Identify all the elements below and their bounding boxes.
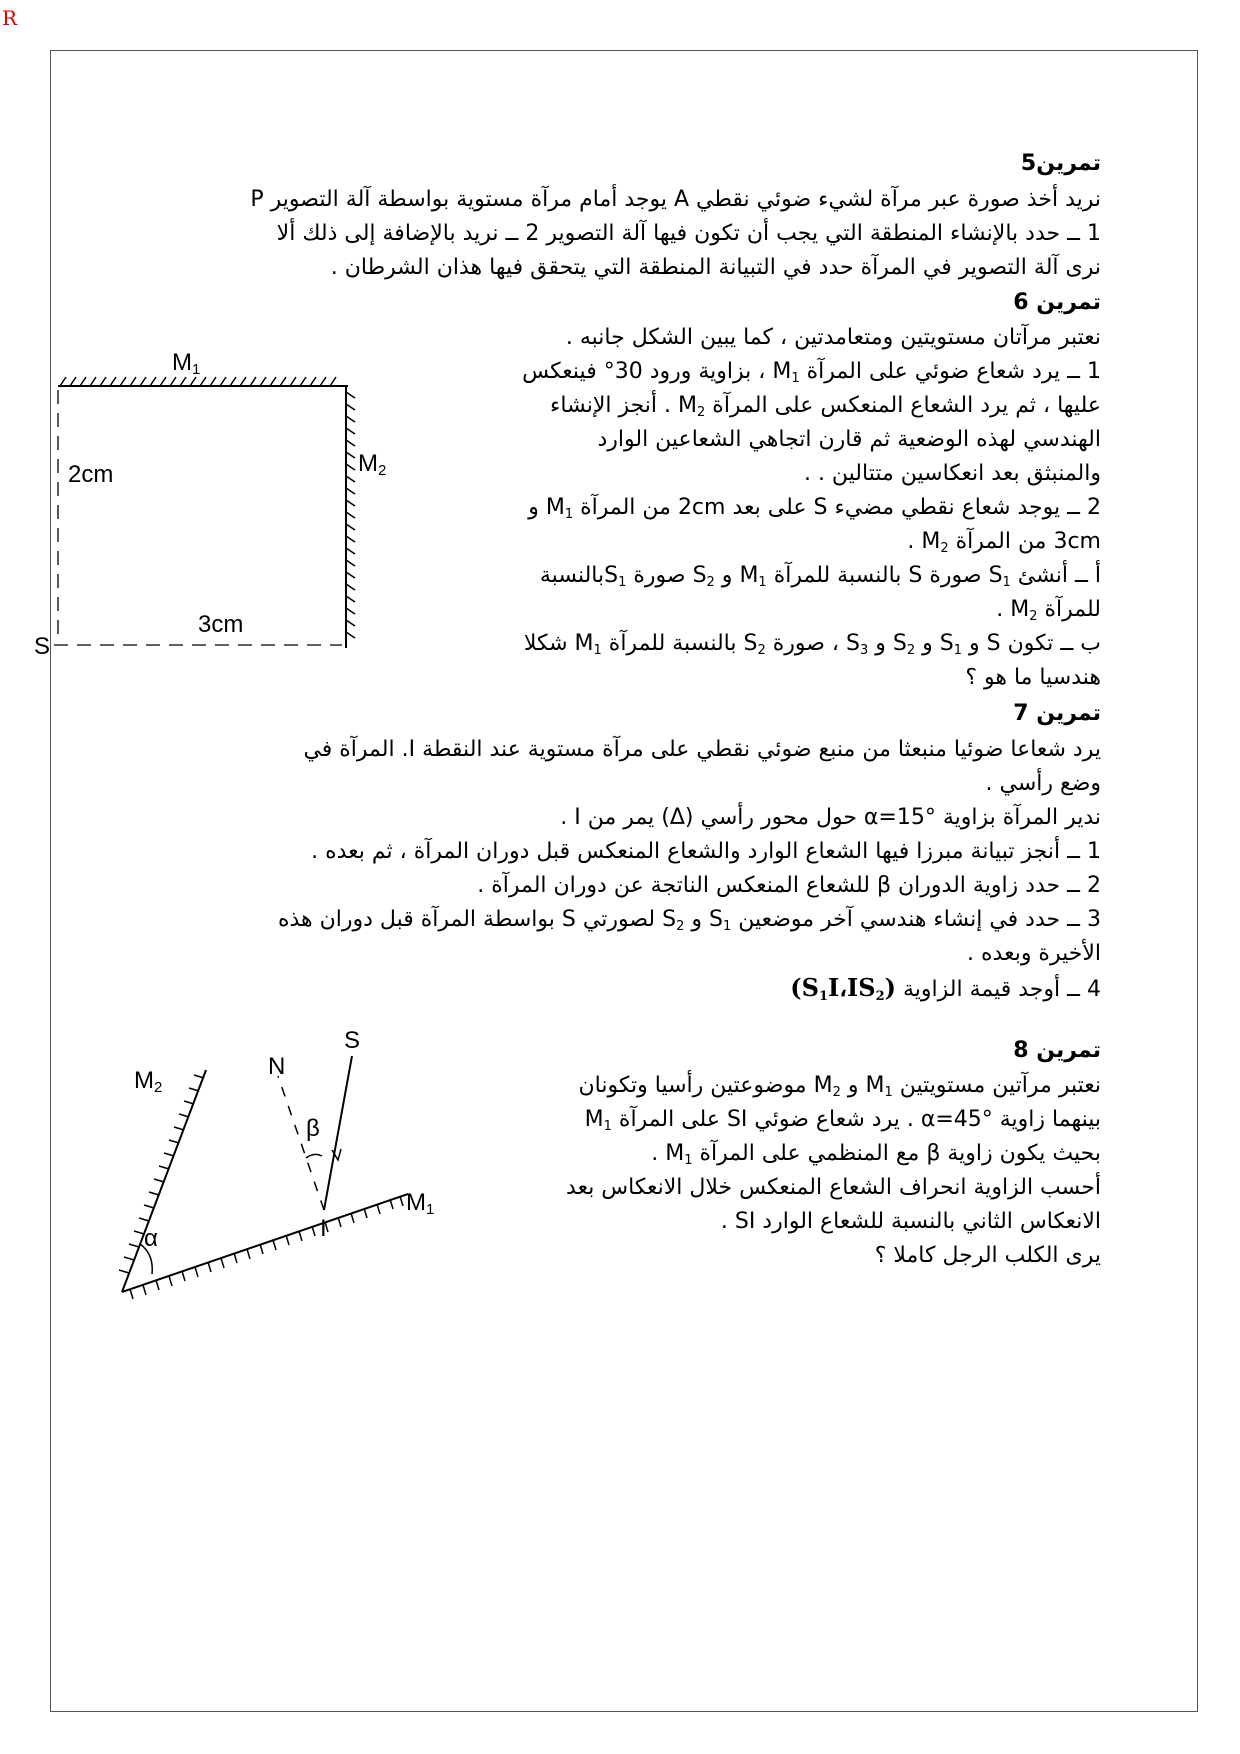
label-m1: M1 [172,349,201,378]
exercise-7-line-1: يرد شعاعا ضوئيا منبعثا من منبع ضوئي نقطي على مرآة مستوية عند النقطة I. المرآة في [303,737,1101,762]
angle-beta-arc [306,1154,322,1158]
exercise-6-line-10: ب ــ تكون S و $S_1$ و $S_2$ و $S_3$ ، صورة $S_2$ بالنسبة للمرآة $M_1$ شكلا [523,631,1101,658]
label-2cm: 2cm [68,461,114,488]
mirror-m2-hatching [346,386,355,648]
exercise-8-title: تمرين 8 [1013,1038,1101,1063]
label-beta: β [306,1115,320,1142]
exercise-6-figure [30,340,387,670]
exercise-8-figure [110,1010,460,1310]
exercise-6-line-7: 3cm من المرآة $M_2$ . [907,529,1101,556]
exercise-7-line-5: 2 ــ حدد زاوية الدوران β للشعاع المنعكس الناتجة عن دوران المرآة . [477,873,1101,898]
label-3cm: 3cm [198,611,244,638]
exercise-7-line-3: ندير المرآة بزاوية α=15° حول محور رأسي (Δ) يمر من I . [560,805,1101,830]
exercise-6-line-6: 2 ــ يوجد شعاع نقطي مضيء S على بعد 2cm من المرآة $M_1$ و [528,495,1101,522]
incident-ray-si [324,1056,352,1210]
label-m2: M2 [358,450,387,479]
label-n: N [268,1053,286,1080]
exercise-8-line-1: نعتبر مرآتين مستويتين $M_1$ و $M_2$ موضوعتين رأسيا وتكونان [578,1073,1101,1100]
label-s: S [344,1027,361,1054]
label-s: S [34,633,51,660]
exercise-6-title: تمرين 6 [1013,290,1101,315]
exercise-6-line-8: أ ــ أنشئ $S_1$ صورة S بالنسبة للمرآة $M_1$ و $S_2$ صورة $S_1بالنسبة$ [539,563,1101,590]
corner-mark: R [2,6,18,30]
label-m2: M2 [134,1067,163,1096]
label-alpha: α [144,1225,158,1252]
mirror-m2-hatching [119,1070,206,1292]
exercise-5-line-2: 1 ــ حدد بالإنشاء المنطقة التي يجب أن تكون فيها آلة التصوير 2 ــ نريد بالإضافة إلى ذلك ألا [276,221,1101,246]
exercise-7-line-7: الأخيرة وبعده . [967,941,1101,966]
exercise-5-line-3: نرى آلة التصوير في المرآة حدد في التبيانة المنطقة التي يتحقق فيها هذان الشرطان . [330,255,1101,280]
exercise-6-line-5: والمنبثق بعد انعكاسين متتالين . . [803,461,1101,486]
mirror-m1-hatching [58,377,348,386]
exercise-7-line-2: وضع رأسي . [985,771,1101,796]
exercise-6-line-2: 1 ــ يرد شعاع ضوئي على المرآة $M_1$ ، بزاوية ورود 30° فينعكس [522,359,1101,386]
exercise-7-line-4: 1 ــ أنجز تبيانة مبرزا فيها الشعاع الوارد والشعاع المنعكس قبل دوران المرآة ، ثم بعده . [311,839,1101,864]
exercise-6-line-11: هندسيا ما هو ؟ [965,665,1101,690]
exercise-7-line-8: 4 ــ أوجد قيمة الزاوية $(S_1I،IS_2)$ [790,973,1101,1004]
exercise-7-line-6: 3 ــ حدد في إنشاء هندسي آخر موضعين $S_1$ و $S_2$ لصورتي S بواسطة المرآة قبل دوران هذه [277,907,1101,934]
exercise-5-title: تمرين5 [1020,151,1101,176]
label-m1: M1 [406,1189,435,1218]
exercise-6-line-9: للمرآة $M_2$ . [996,597,1101,624]
exercise-6-line-1: نعتبر مرآتان مستويتين ومتعامدتين ، كما يبين الشكل جانبه . [565,325,1101,350]
exercise-6-line-4: الهندسي لهذه الوضعية ثم قارن اتجاهي الشعاعين الوارد [597,427,1101,452]
label-i: I [320,1215,327,1242]
exercise-8-line-4: أحسب الزاوية انحراف الشعاع المنعكس خلال الانعكاس بعد [566,1175,1101,1200]
exercise-5-line-1: نريد أخذ صورة عبر مرآة لشيء ضوئي نقطي A يوجد أمام مرآة مستوية بواسطة آلة التصوير P [250,187,1101,212]
exercise-6-line-3: عليها ، ثم يرد الشعاع المنعكس على المرآة $M_2$ . أنجز الإنشاء [550,393,1101,420]
mirror-m1-hatching [122,1194,408,1299]
normal-line-n [278,1076,324,1210]
exercise-7-title: تمرين 7 [1013,701,1101,726]
exercise-8-line-6: يرى الكلب الرجل كاملا ؟ [874,1243,1101,1268]
exercise-8-line-2: بينهما زاوية α=45° . يرد شعاع ضوئي SI على المرآة $M_1$ [584,1107,1101,1134]
exercise-8-line-3: بحيث يكون زاوية β مع المنظمي على المرآة $M_1$ . [651,1141,1101,1168]
exercise-8-line-5: الانعكاس الثاني بالنسبة للشعاع الوارد SI . [720,1209,1101,1234]
